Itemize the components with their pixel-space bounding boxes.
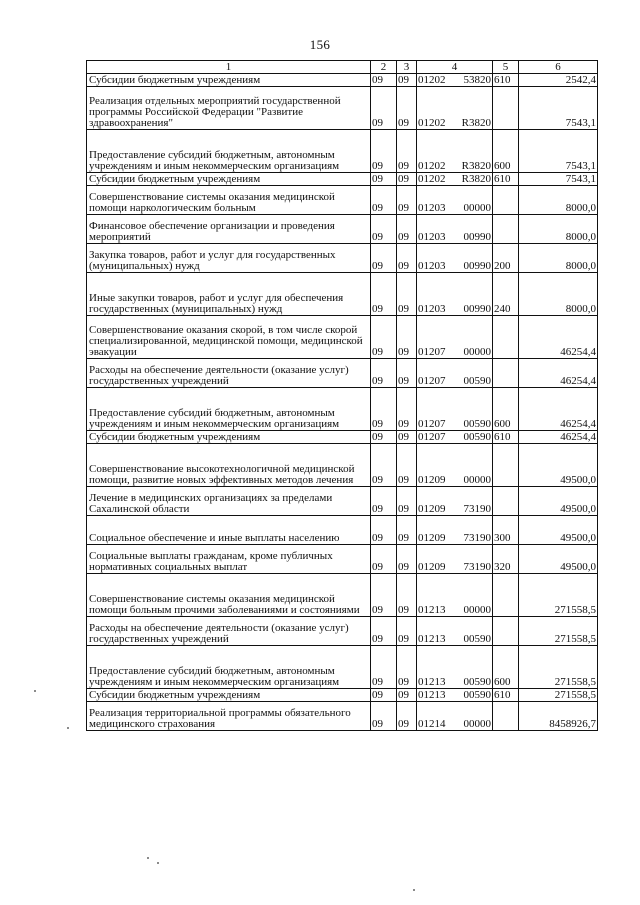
direction-code: 00590 (463, 689, 491, 701)
direction-code: 73190 (463, 503, 491, 515)
direction-code: 00590 (463, 633, 491, 645)
section-code: 09 (371, 173, 397, 186)
table-row (87, 574, 598, 617)
scan-speck (413, 889, 415, 891)
table-row (87, 487, 598, 516)
expense-type-code: 240 (493, 273, 519, 316)
header-col-1: 1 (87, 61, 371, 74)
expense-name: Расходы на обеспечение деятельности (оказание услуг) государственных учреждений (87, 617, 371, 646)
subsection-code: 09 (397, 487, 417, 516)
expense-type-code: 610 (493, 431, 519, 444)
program-code: 01203 (418, 260, 446, 272)
table-row (87, 244, 598, 273)
program-code: 01202 (418, 117, 446, 129)
section-code: 09 (371, 359, 397, 388)
program-code: 01213 (418, 676, 446, 688)
expense-name: Социальное обеспечение и иные выплаты населению (87, 516, 371, 545)
section-code: 09 (371, 516, 397, 545)
target-article-code (417, 431, 493, 444)
header-col-5: 5 (493, 61, 519, 74)
target-article-code (417, 74, 493, 87)
program-code: 01213 (418, 689, 446, 701)
amount-value: 8000,0 (519, 244, 598, 273)
subsection-code: 09 (397, 359, 417, 388)
amount-value: 46254,4 (519, 359, 598, 388)
expense-name: Предоставление субсидий бюджетным, автономным учреждениям и иным некоммерческим организациям (87, 130, 371, 173)
expense-type-code (493, 316, 519, 359)
table-row (87, 74, 598, 87)
amount-value: 49500,0 (519, 444, 598, 487)
section-code: 09 (371, 646, 397, 689)
expense-type-code (493, 359, 519, 388)
table-body (87, 74, 598, 731)
direction-code: 00990 (463, 260, 491, 272)
subsection-code: 09 (397, 186, 417, 215)
expense-name: Реализация территориальной программы обязательного медицинского страхования (87, 702, 371, 731)
expense-name: Предоставление субсидий бюджетным, автономным учреждениям и иным некоммерческим организациям (87, 646, 371, 689)
section-code: 09 (371, 702, 397, 731)
target-article-code (417, 487, 493, 516)
expense-name: Расходы на обеспечение деятельности (оказание услуг) государственных учреждений (87, 359, 371, 388)
target-article-code (417, 617, 493, 646)
program-code: 01202 (418, 74, 446, 86)
direction-code: R3820 (461, 117, 491, 129)
amount-value: 46254,4 (519, 431, 598, 444)
table-row (87, 431, 598, 444)
expense-type-code: 320 (493, 545, 519, 574)
subsection-code: 09 (397, 545, 417, 574)
subsection-code: 09 (397, 431, 417, 444)
subsection-code: 09 (397, 87, 417, 130)
section-code: 09 (371, 316, 397, 359)
expense-name: Субсидии бюджетным учреждениям (87, 74, 371, 87)
amount-value: 49500,0 (519, 516, 598, 545)
program-code: 01207 (418, 346, 446, 358)
subsection-code: 09 (397, 74, 417, 87)
header-col-4: 4 (417, 61, 493, 74)
scan-speck (147, 857, 149, 859)
target-article-code (417, 215, 493, 244)
expense-name: Субсидии бюджетным учреждениям (87, 431, 371, 444)
direction-code: 00000 (463, 718, 491, 730)
section-code: 09 (371, 487, 397, 516)
direction-code: 53820 (463, 74, 491, 86)
amount-value: 271558,5 (519, 689, 598, 702)
program-code: 01203 (418, 202, 446, 214)
amount-value: 271558,5 (519, 574, 598, 617)
table-row (87, 702, 598, 731)
target-article-code (417, 173, 493, 186)
program-code: 01209 (418, 532, 446, 544)
target-article-code (417, 702, 493, 731)
program-code: 01209 (418, 474, 446, 486)
expense-type-code (493, 487, 519, 516)
target-article-code (417, 574, 493, 617)
target-article-code (417, 316, 493, 359)
program-code: 01203 (418, 231, 446, 243)
scan-speck (67, 727, 69, 729)
page-number: 156 (309, 37, 331, 52)
section-code: 09 (371, 431, 397, 444)
expense-name: Закупка товаров, работ и услуг для государственных (муниципальных) нужд (87, 244, 371, 273)
section-code: 09 (371, 215, 397, 244)
amount-value: 271558,5 (519, 646, 598, 689)
direction-code: 00000 (463, 474, 491, 486)
section-code: 09 (371, 689, 397, 702)
expense-type-code: 200 (493, 244, 519, 273)
program-code: 01209 (418, 561, 446, 573)
program-code: 01213 (418, 633, 446, 645)
table-row (87, 545, 598, 574)
amount-value: 7543,1 (519, 130, 598, 173)
subsection-code: 09 (397, 388, 417, 431)
amount-value: 8000,0 (519, 273, 598, 316)
expense-name: Иные закупки товаров, работ и услуг для обеспечения государственных (муниципальных) нужд (87, 273, 371, 316)
table-row (87, 646, 598, 689)
subsection-code: 09 (397, 273, 417, 316)
header-col-2: 2 (371, 61, 397, 74)
expense-type-code: 600 (493, 646, 519, 689)
expense-type-code: 610 (493, 689, 519, 702)
amount-value: 271558,5 (519, 617, 598, 646)
amount-value: 8000,0 (519, 186, 598, 215)
subsection-code: 09 (397, 516, 417, 545)
expense-type-code: 600 (493, 388, 519, 431)
target-article-code (417, 516, 493, 545)
expense-name: Финансовое обеспечение организации и проведения мероприятий (87, 215, 371, 244)
amount-value: 46254,4 (519, 316, 598, 359)
expense-type-code: 610 (493, 74, 519, 87)
target-article-code (417, 388, 493, 431)
direction-code: R3820 (461, 160, 491, 172)
subsection-code: 09 (397, 646, 417, 689)
expense-name: Предоставление субсидий бюджетным, автономным учреждениям и иным некоммерческим организациям (87, 388, 371, 431)
header-col-3: 3 (397, 61, 417, 74)
program-code: 01214 (418, 718, 446, 730)
table-row (87, 388, 598, 431)
subsection-code: 09 (397, 173, 417, 186)
direction-code: 00000 (463, 202, 491, 214)
target-article-code (417, 689, 493, 702)
target-article-code (417, 186, 493, 215)
section-code: 09 (371, 574, 397, 617)
budget-table (86, 60, 598, 731)
expense-type-code (493, 444, 519, 487)
table-row (87, 617, 598, 646)
amount-value: 8458926,7 (519, 702, 598, 731)
amount-value: 49500,0 (519, 487, 598, 516)
section-code: 09 (371, 186, 397, 215)
target-article-code (417, 545, 493, 574)
amount-value: 49500,0 (519, 545, 598, 574)
program-code: 01207 (418, 418, 446, 430)
target-article-code (417, 359, 493, 388)
target-article-code (417, 273, 493, 316)
expense-type-code: 610 (493, 173, 519, 186)
table-row (87, 87, 598, 130)
section-code: 09 (371, 273, 397, 316)
expense-type-code (493, 87, 519, 130)
program-code: 01207 (418, 431, 446, 443)
subsection-code: 09 (397, 215, 417, 244)
section-code: 09 (371, 545, 397, 574)
table-row (87, 359, 598, 388)
expense-name: Совершенствование высокотехнологичной медицинской помощи, развитие новых эффективных методов лечения (87, 444, 371, 487)
target-article-code (417, 130, 493, 173)
target-article-code (417, 444, 493, 487)
amount-value: 7543,1 (519, 173, 598, 186)
table-row (87, 186, 598, 215)
amount-value: 46254,4 (519, 388, 598, 431)
table-header-row (87, 61, 598, 74)
subsection-code: 09 (397, 574, 417, 617)
direction-code: 00000 (463, 604, 491, 616)
expense-type-code (493, 617, 519, 646)
direction-code: 00590 (463, 418, 491, 430)
section-code: 09 (371, 444, 397, 487)
section-code: 09 (371, 388, 397, 431)
direction-code: 00990 (463, 303, 491, 315)
header-col-6: 6 (519, 61, 598, 74)
subsection-code: 09 (397, 316, 417, 359)
expense-name: Субсидии бюджетным учреждениям (87, 689, 371, 702)
amount-value: 7543,1 (519, 87, 598, 130)
direction-code: 00590 (463, 375, 491, 387)
table-row (87, 689, 598, 702)
section-code: 09 (371, 130, 397, 173)
direction-code: 73190 (463, 561, 491, 573)
expense-type-code: 600 (493, 130, 519, 173)
expense-name: Совершенствование системы оказания медицинской помощи больным прочими заболеваниями и состояниями (87, 574, 371, 617)
expense-type-code (493, 574, 519, 617)
table-row (87, 173, 598, 186)
subsection-code: 09 (397, 689, 417, 702)
target-article-code (417, 87, 493, 130)
table-row (87, 215, 598, 244)
target-article-code (417, 646, 493, 689)
program-code: 01203 (418, 303, 446, 315)
table-row (87, 444, 598, 487)
expense-name: Лечение в медицинских организациях за пределами Сахалинской области (87, 487, 371, 516)
expense-type-code (493, 215, 519, 244)
program-code: 01213 (418, 604, 446, 616)
expense-type-code: 300 (493, 516, 519, 545)
expense-type-code (493, 186, 519, 215)
direction-code: 73190 (463, 532, 491, 544)
direction-code: 00990 (463, 231, 491, 243)
subsection-code: 09 (397, 130, 417, 173)
expense-name: Совершенствование оказания скорой, в том числе скорой специализированной, медицинской помощи, медицинской эвакуации (87, 316, 371, 359)
section-code: 09 (371, 244, 397, 273)
amount-value: 8000,0 (519, 215, 598, 244)
table-row (87, 316, 598, 359)
scan-speck (34, 690, 36, 692)
amount-value: 2542,4 (519, 74, 598, 87)
direction-code: 00000 (463, 346, 491, 358)
subsection-code: 09 (397, 617, 417, 646)
expense-name: Реализация отдельных мероприятий государственной программы Российской Федерации "Развитие здравоохранения" (87, 87, 371, 130)
expense-name: Социальные выплаты гражданам, кроме публичных нормативных социальных выплат (87, 545, 371, 574)
program-code: 01209 (418, 503, 446, 515)
table-row (87, 130, 598, 173)
subsection-code: 09 (397, 444, 417, 487)
direction-code: 00590 (463, 431, 491, 443)
section-code: 09 (371, 87, 397, 130)
expense-type-code (493, 702, 519, 731)
section-code: 09 (371, 617, 397, 646)
subsection-code: 09 (397, 702, 417, 731)
target-article-code (417, 244, 493, 273)
program-code: 01207 (418, 375, 446, 387)
scan-speck (157, 862, 159, 864)
subsection-code: 09 (397, 244, 417, 273)
direction-code: R3820 (461, 173, 491, 185)
section-code: 09 (371, 74, 397, 87)
table-row (87, 516, 598, 545)
program-code: 01202 (418, 160, 446, 172)
table-row (87, 273, 598, 316)
program-code: 01202 (418, 173, 446, 185)
direction-code: 00590 (463, 676, 491, 688)
expense-name: Субсидии бюджетным учреждениям (87, 173, 371, 186)
expense-name: Совершенствование системы оказания медицинской помощи наркологическим больным (87, 186, 371, 215)
